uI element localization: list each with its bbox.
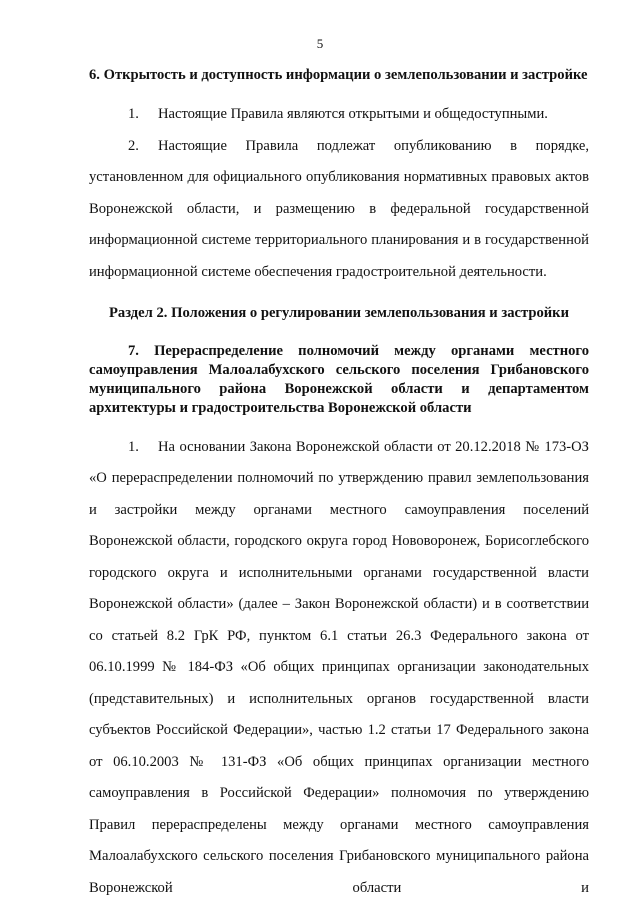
page-number: 5 <box>316 36 324 51</box>
item-text: На основании Закона Воронежской области от 20.12.2018 № 173-ОЗ «О перераспределении полномочий по утверждению правил землепользования и застройки между органами местного самоуправления поселений Воронежской области, городского округа город Нововоронеж, Борисоглебского городского округа и исполнительными органами государственной власти Воронежской области» (далее – Закон Воронежской области) и в соответствии со статьей 8.2 ГрК РФ, пунктом 6.1 статьи 26.3 Федерального закона от 06.10.1999 № 184-ФЗ «Об общих принципах организации законодательных (представительных) и исполнительных органов государственной власти субъектов Российской Федерации», частью 1.2 статьи 17 Федерального закона от 06.10.2003 № 131-ФЗ «Об общих принципах организации местного самоуправления в Российской Федерации» полномочия по утверждению Правил перераспределены между органами местного самоуправления Малоалабухского сельского поселения Грибановского муниципального района Воронежской области и <box>89 438 589 896</box>
item-number: 2. <box>128 137 139 154</box>
article-7-heading: 7. Перераспределение полномочий между органами местного самоуправления Малоалабухского сельского поселения Грибановского муниципального района Воронежской области и департаментом архитектуры и градостроительства Воронежской области <box>89 342 589 416</box>
item-text: Настоящие Правила являются открытыми и общедоступными. <box>158 106 548 122</box>
section-2-heading: Раздел 2. Положения о регулировании землепользования и застройки <box>108 305 569 321</box>
page-content <box>89 66 589 904</box>
article-6-heading: 6. Открытость и доступность информации о землепользовании и застройке <box>89 67 588 83</box>
article-7-item-1 <box>89 432 589 905</box>
item-text: Настоящие Правила подлежат опубликованию в порядке, установленном для официального опубликования нормативных правовых актов Воронежской области, и размещению в федеральной государственной информационной системе территориального планирования и в государственной информационной системе обеспечения градостроительной деятельности. <box>89 137 589 280</box>
item-number: 1. <box>128 438 139 455</box>
article-6-item-2 <box>89 131 589 289</box>
item-number: 1. <box>128 106 139 122</box>
article-6-item-1 <box>89 99 589 131</box>
